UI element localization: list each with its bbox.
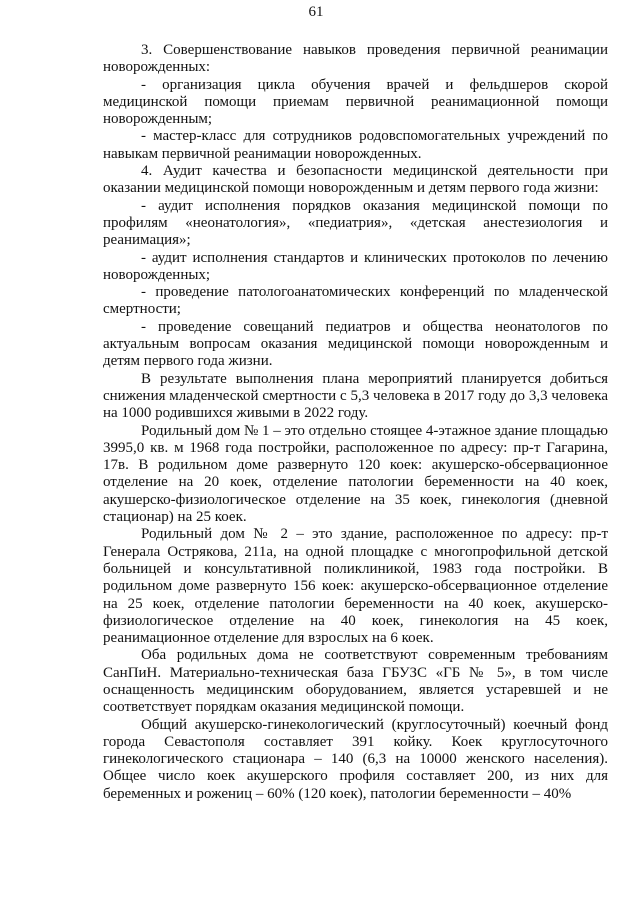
paragraph-master-class: - мастер-класс для сотрудников родовспомогательных учреждений по навыкам первичной реанимации новорожденных. [103, 128, 608, 162]
page-number: 61 [308, 4, 324, 20]
document-body [103, 42, 608, 803]
paragraph-training-cycle: - организация цикла обучения врачей и фельдшеров скорой медицинской помощи приемам первичной реанимационной помощи новорожденным; [103, 76, 608, 128]
paragraph-sanpin-compliance: Оба родильных дома не соответствуют современным требованиям СанПиН. Материально-техническая база ГБУЗС «ГБ № 5», в том числе оснащенность медицинским оборудованием, является устаревшей и не соответствует порядкам оказания медицинской помощи. [103, 647, 608, 716]
paragraph-section-4-heading: 4. Аудит качества и безопасности медицинской деятельности при оказании медицинской помощи новорожденным и детям первого года жизни: [103, 163, 608, 197]
paragraph-maternity-hospital-1: Родильный дом № 1 – это отдельно стоящее 4-этажное здание площадью 3995,0 кв. м 1968 года постройки, расположенное по адресу: пр-т Гагарина, 17в. В родильном доме развернуто 120 коек: акушерско-обсервационное отделение на 20 коек, отделение патологии беременности на 40 коек, акушерско-физиологическое отделение на 35 коек, гинекология (дневной стационар) на 25 коек. [103, 422, 609, 526]
paragraph-bed-fund: Общий акушерско-гинекологический (круглосуточный) коечный фонд города Севастополя составляет 391 койку. Коек круглосуточного гинекологического стационара – 140 (6,3 на 10000 женского населения). Общее число коек акушерского профиля составляет 200, из них для беременных и рожениц – 60% (120 коек), патологии беременности – 40% [103, 716, 608, 802]
paragraph-pathology-conferences: - проведение патологоанатомических конференций по младенческой смертности; [103, 284, 608, 318]
paragraph-meetings: - проведение совещаний педиатров и общества неонатологов по актуальным вопросам оказания медицинской помощи новорожденным и детям первого года жизни. [103, 318, 608, 370]
paragraph-section-3-heading: 3. Совершенствование навыков проведения первичной реанимации новорожденных: [103, 42, 608, 76]
paragraph-audit-procedures: - аудит исполнения порядков оказания медицинской помощи по профилям «неонатология», «педиатрия», «детская анестезиология и реанимация»; [103, 197, 608, 249]
paragraph-expected-results: В результате выполнения плана мероприятий планируется добиться снижения младенческой смертности с 5,3 человека в 2017 году до 3,3 человека на 1000 родившихся живыми в 2022 году. [103, 370, 608, 422]
paragraph-maternity-hospital-2: Родильный дом № 2 – это здание, расположенное по адресу: пр-т Генерала Острякова, 211а, на одной площадке с многопрофильной детской больницей и консультативной поликлиникой, 1983 года постройки. В родильном доме развернуто 156 коек: акушерско-обсервационное отделение на 25 коек, отделение патологии беременности на 40 коек, акушерско-физиологическое отделение на 40 коек, гинекология на 45 коек, реанимационное отделение для взрослых на 6 коек. [103, 526, 608, 647]
paragraph-audit-standards: - аудит исполнения стандартов и клинических протоколов по лечению новорожденных; [103, 249, 608, 283]
